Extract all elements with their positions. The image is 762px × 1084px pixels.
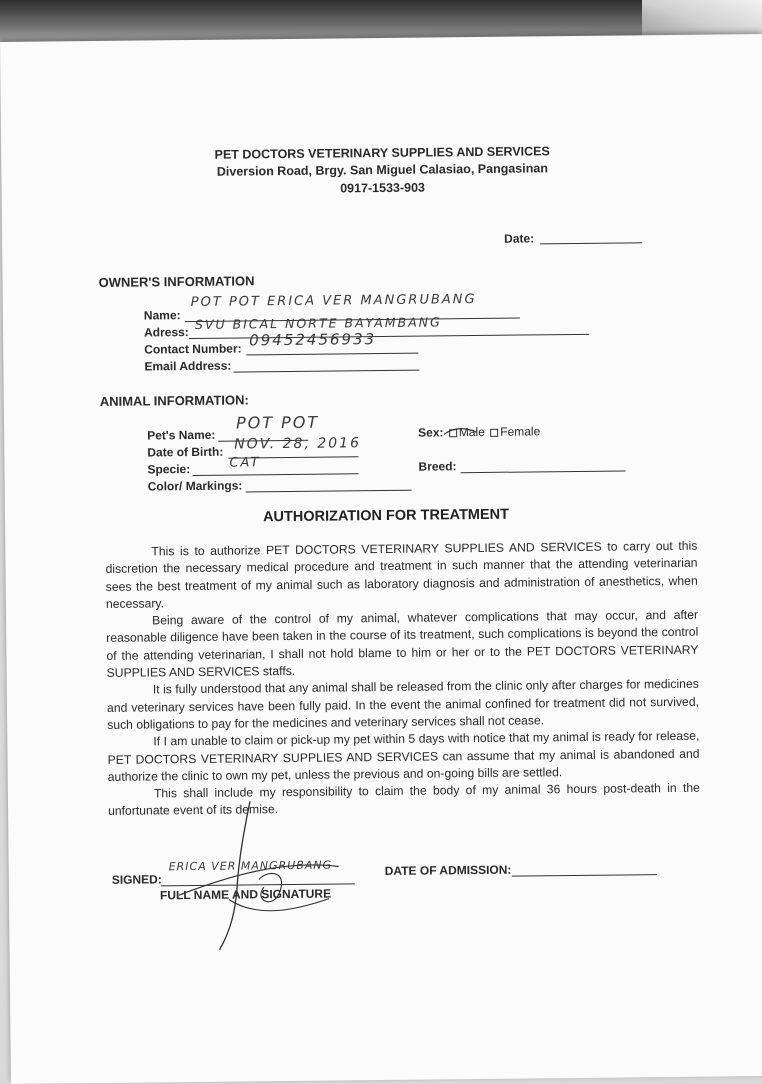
date-of-admission-label: DATE OF ADMISSION: (384, 862, 512, 879)
sex-label: Sex: (418, 425, 444, 440)
color-markings-field[interactable] (246, 490, 412, 493)
contact-number-field[interactable] (246, 353, 418, 356)
authorization-paragraph: This shall include my responsibility to claim the body of my animal 36 hours post-death in the unfortunate event of its demise. (108, 780, 700, 819)
female-option: Female (500, 424, 541, 439)
owner-address-value: SVU BICAL NORTE BAYAMBANG (194, 314, 442, 332)
date-label: Date: (504, 231, 535, 246)
date-of-admission-field[interactable] (512, 874, 657, 877)
breed-field[interactable] (461, 470, 626, 473)
female-checkbox[interactable] (490, 429, 498, 437)
dob-label: Date of Birth: (147, 444, 224, 460)
authorization-paragraph: This is to authorize PET DOCTORS VETERINARY SUPPLIES AND SERVICES to carry out this discretion the necessary medical procedure and treatment in such manner that the attending veterinarian sees the best treatment of my animal such as laboratory diagnosis and administration of anesthetics, when necessary. (105, 538, 698, 611)
business-name: PET DOCTORS VETERINARY SUPPLIES AND SERVICES (214, 144, 550, 162)
authorization-body (105, 538, 700, 821)
signed-label: SIGNED: (111, 872, 162, 887)
pet-name-label: Pet's Name: (147, 427, 216, 443)
authorization-title: AUTHORIZATION FOR TREATMENT (262, 506, 510, 526)
form-page (0, 34, 762, 1084)
color-markings-label: Color/ Markings: (147, 478, 243, 494)
sex-field (418, 424, 540, 439)
dob-value: NOV. 28, 2016 (234, 435, 362, 453)
owner-address-label: Adress: (143, 325, 189, 340)
authorization-paragraph: Being aware of the control of my animal, whatever complications that may occur, and after reasonable diligence have been taken in the course of its treatment, such complications is beyond the control of the attending veterinarian, I shall not hold blame to him or her or to the PET DOCTORS VETERINARY SUPPLIES AND SERVICES staffs. (106, 607, 699, 680)
specie-field[interactable] (193, 473, 359, 476)
owner-name-value: POT POT ERICA VER MANGRUBANG (190, 292, 477, 311)
specie-value: CAT (229, 455, 261, 471)
authorization-paragraph: If I am unable to claim or pick-up my pet within 5 days with notice that my animal is ready for release, PET DOCTORS VETERINARY SUPPLIES AND SERVICES can assume that my animal is abandoned and authorize the clinic to own my pet, unless the previous and on-going bills are settled. (107, 728, 700, 784)
authorization-paragraph: It is fully understood that any animal shall be released from the clinic only after charges for medicines and veterinary services have been fully paid. In the event the animal confined for treatment did not survived, such obligations to pay for the medicines and veterinary services shall not cease. (106, 677, 700, 732)
contact-number-label: Contact Number: (144, 341, 242, 357)
pet-name-value: POT POT (235, 412, 320, 433)
specie-label: Specie: (147, 462, 191, 477)
male-option: Male (458, 424, 485, 440)
business-phone: 0917-1533-903 (340, 180, 426, 196)
owner-name-label: Name: (143, 308, 181, 323)
business-address: Diversion Road, Brgy. San Miguel Calasiao, Pangasinan (216, 161, 548, 179)
contact-number-value: 09452456933 (249, 330, 377, 350)
signature-caption: FULL NAME AND SIGNATURE (159, 886, 332, 903)
email-label: Email Address: (144, 358, 232, 374)
email-field[interactable] (233, 370, 419, 373)
signature-name-value: ERICA VER MANGRUBANG (168, 858, 333, 874)
breed-label: Breed: (418, 459, 457, 474)
date-field[interactable] (540, 242, 642, 244)
owner-section-title: OWNER'S INFORMATION (98, 273, 255, 290)
handwritten-signature (158, 798, 360, 960)
animal-section-title: ANIMAL INFORMATION: (99, 392, 249, 409)
male-crossed-mark (442, 422, 478, 440)
